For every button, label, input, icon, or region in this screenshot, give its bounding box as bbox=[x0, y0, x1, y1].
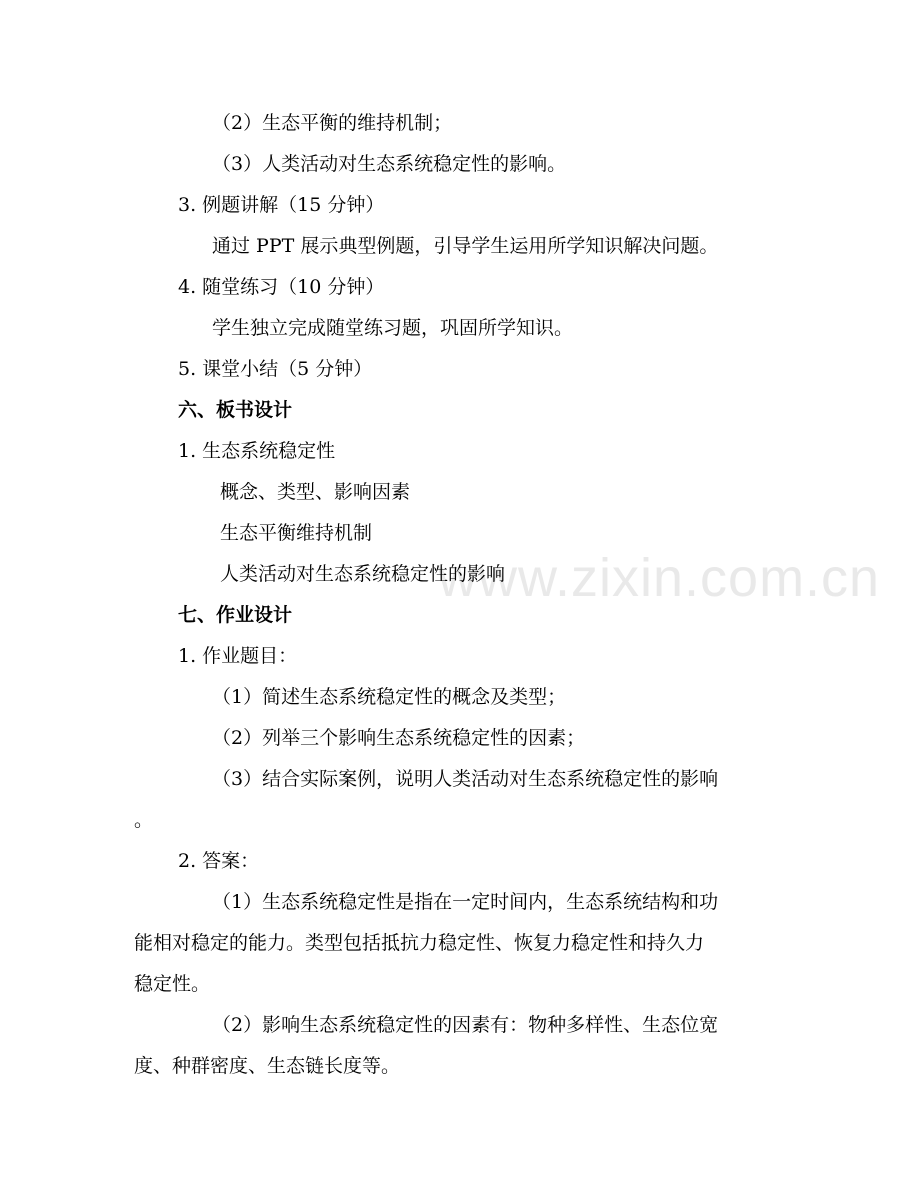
list-item-balance-mechanism: （2）生态平衡的维持机制； bbox=[212, 112, 453, 134]
answer-paragraph: （1）生态系统稳定性是指在一定时间内，生态系统结构和功 bbox=[212, 891, 719, 913]
answer-paragraph: （2）影响生态系统稳定性的因素有：物种多样性、生态位宽 bbox=[212, 1014, 719, 1036]
step-summary: 5. 课堂小结（5 分钟） bbox=[178, 358, 373, 380]
homework-question: （2）列举三个影响生态系统稳定性的因素； bbox=[212, 727, 586, 749]
section-heading-board: 六、板书设计 bbox=[178, 399, 293, 421]
board-item-1: 1. 生态系统稳定性 bbox=[178, 440, 336, 462]
step-examples: 3. 例题讲解（15 分钟） bbox=[178, 194, 385, 216]
board-sub-item: 人类活动对生态系统稳定性的影响 bbox=[220, 563, 506, 585]
homework-question: （1）简述生态系统稳定性的概念及类型； bbox=[212, 686, 567, 708]
answer-paragraph: 度、种群密度、生态链长度等。 bbox=[134, 1055, 401, 1077]
step-examples-desc: 通过 PPT 展示典型例题，引导学生运用所学知识解决问题。 bbox=[212, 235, 719, 257]
watermark: www.zixin.com.cn bbox=[438, 548, 881, 608]
step-practice: 4. 随堂练习（10 分钟） bbox=[178, 276, 385, 298]
section-heading-homework: 七、作业设计 bbox=[178, 604, 293, 626]
list-item-human-impact: （3）人类活动对生态系统稳定性的影响。 bbox=[212, 153, 567, 175]
step-practice-desc: 学生独立完成随堂练习题，巩固所学知识。 bbox=[212, 317, 574, 339]
board-sub-item: 概念、类型、影响因素 bbox=[220, 481, 411, 503]
homework-title: 1. 作业题目： bbox=[178, 645, 298, 667]
answer-title: 2. 答案： bbox=[178, 850, 260, 872]
board-sub-item: 生态平衡维持机制 bbox=[220, 522, 373, 544]
answer-paragraph: 能相对稳定的能力。类型包括抵抗力稳定性、恢复力稳定性和持久力 bbox=[134, 932, 705, 954]
answer-paragraph: 稳定性。 bbox=[134, 973, 211, 995]
homework-question-tail: 。 bbox=[134, 809, 154, 831]
homework-question: （3）结合实际案例，说明人类活动对生态系统稳定性的影响 bbox=[212, 768, 719, 790]
